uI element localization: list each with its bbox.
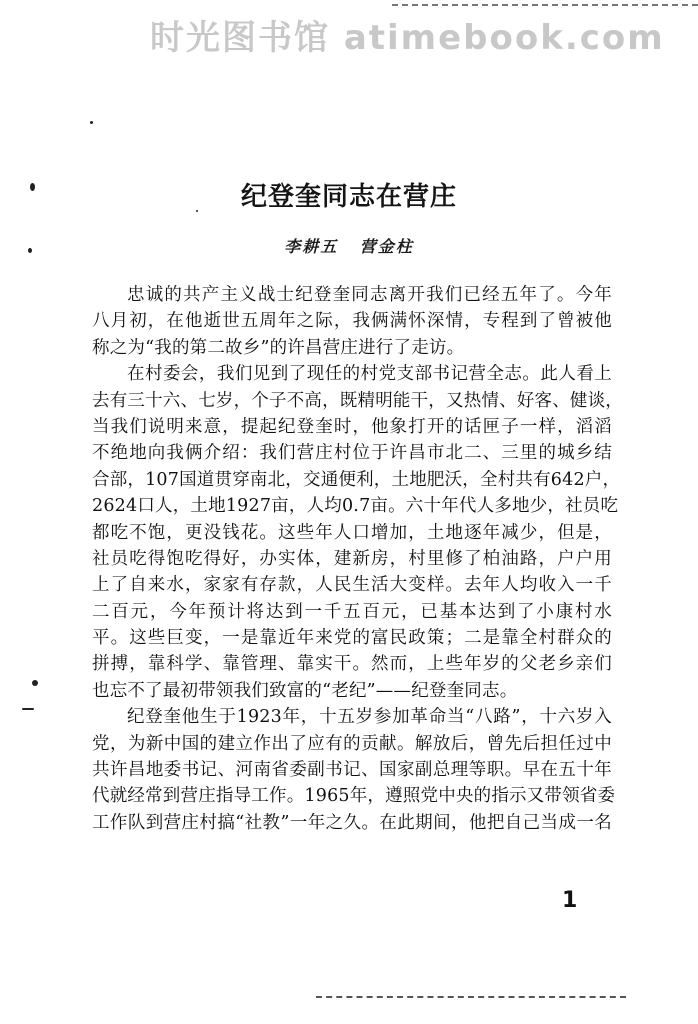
text-line: 社员吃得饱吃得好，办实体，建新房，村里修了柏油路，户户用	[92, 548, 612, 569]
article-authors	[0, 234, 698, 257]
article-title: 纪登奎同志在营庄	[240, 182, 457, 212]
page-number: 1	[562, 888, 578, 913]
text-line: 不绝地向我俩介绍：我们营庄村位于许昌市北二、三里的城乡结	[92, 443, 612, 464]
watermark: 时光图书馆 atimebook.com	[150, 18, 665, 58]
author-2: 营金柱	[359, 237, 414, 256]
text-line: 党，为新中国的建立作出了应有的贡献。解放后，曾先后担任过中	[92, 733, 612, 754]
text-line: 称之为“我的第二故乡”的许昌营庄进行了走访。	[92, 337, 465, 358]
author-1: 李耕五	[284, 237, 339, 256]
bottom-border-rule	[316, 996, 626, 998]
text-line: 上了自来水，家家有存款，人民生活大变样。去年人均收入一千	[92, 575, 612, 596]
text-line: 去有三十六、七岁，个子不高，既精明能干，又热情、好客、健谈，	[92, 390, 623, 411]
text-line: 工作队到营庄村搞“社教”一年之久。在此期间，他把自己当成一名	[92, 812, 612, 833]
scan-speck	[28, 248, 32, 253]
scan-speck	[196, 210, 198, 212]
text-line: 纪登奎他生于1923年，十五岁参加革命当“八路”，十六岁入	[127, 707, 612, 728]
article-body	[92, 282, 623, 836]
scan-speck	[32, 680, 38, 686]
text-line: 拼搏，靠科学、靠管理、靠实干。然而，上些年岁的父老乡亲们	[92, 654, 612, 675]
text-line: 共许昌地委书记、河南省委副书记、国家副总理等职。早在五十年	[92, 760, 612, 781]
text-line: 八月初，在他逝世五周年之际，我俩满怀深情，专程到了曾被他	[92, 311, 612, 332]
text-line: 平。这些巨变，一是靠近年来党的富民政策；二是靠全村群众的	[92, 628, 612, 649]
text-line: 都吃不饱，更没钱花。这些年人口增加，土地逐年减少，但是，	[92, 522, 612, 543]
text-line: 忠诚的共产主义战士纪登奎同志离开我们已经五年了。今年	[127, 285, 612, 305]
text-line: 代就经常到营庄指导工作。1965年，遵照党中央的指示又带领省委	[92, 786, 616, 807]
text-line: 也忘不了最初带领我们致富的“老纪”——纪登奎同志。	[92, 680, 518, 701]
text-line: 在村委会，我们见到了现任的村党支部书记营全志。此人看上	[127, 364, 612, 385]
text-line: 合部，107国道贯穿南北，交通便利，土地肥沃，全村共有642户，	[92, 469, 621, 490]
scan-speck	[22, 708, 34, 710]
scan-speck	[30, 183, 35, 191]
scan-speck	[90, 121, 93, 124]
top-border-rule	[392, 4, 698, 6]
text-line: 当我们说明来意，提起纪登奎时，他象打开的话匣子一样，滔滔	[92, 416, 612, 437]
text-line: 二百元，今年预计将达到一千五百元，已基本达到了小康村水	[92, 601, 612, 622]
text-line: 2624口人，土地1927亩，人均0.7亩。六十年代人多地少，社员吃	[92, 496, 619, 517]
